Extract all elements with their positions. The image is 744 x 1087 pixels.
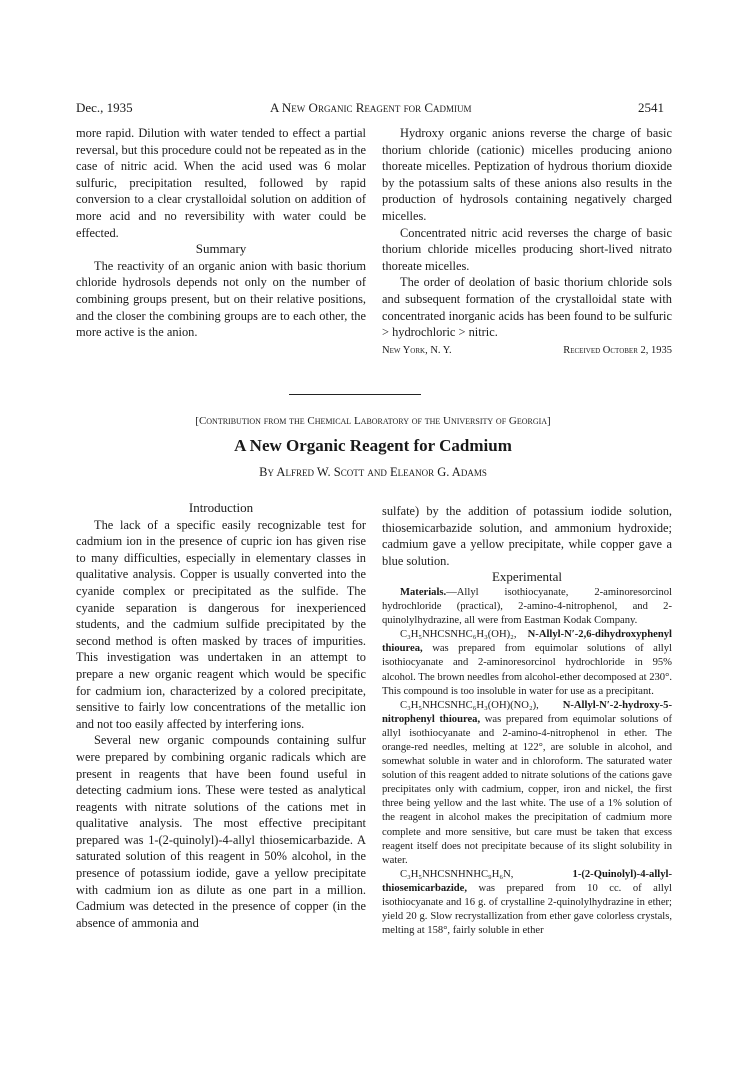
- compound-3-formula: C₃H₅NHCSNHNHC₉H₆N,: [400, 868, 514, 880]
- prev-right-paragraph-3: The order of deolation of basic thorium chloride sols and subsequent formation of the crystalloidal state with concentrated inorganic acids has been found to be sulfuric > hydrochloric > nitric.: [382, 275, 672, 340]
- materials-label: Materials.: [400, 586, 447, 598]
- summary-heading: Summary: [195, 241, 247, 257]
- compound-3-paragraph: [382, 868, 672, 938]
- prev-left-paragraph-1: more rapid. Dilution with water tended to effect a partial reversal, but this procedure could not be repeated as in the case of nitric acid. When the acid used was 6 molar sulfuric, precipitation resulted, followed by rapid conversion to a clear crystalloidal solution on addition of more acid and no reversibility with water could be effected.: [76, 126, 366, 240]
- article-byline: By Alfred W. Scott and Eleanor G. Adams: [259, 465, 487, 479]
- compound-1-paragraph: [382, 628, 672, 698]
- page-number: 2541: [638, 100, 664, 115]
- compound-1-text: was prepared from equimolar solutions of allyl isothiocyanate and 2-aminoresorcinol hydrochloride in 95% alcohol. The brown needles from alcohol-ether decomposed at 230°. This compound is too insoluble in water for use as a precipitant.: [382, 643, 672, 697]
- received-date: Received October 2, 1935: [563, 344, 672, 356]
- article-divider: [289, 394, 421, 395]
- running-title: A New Organic Reagent for Cadmium: [270, 100, 472, 115]
- experimental-heading: Experimental: [491, 569, 563, 585]
- materials-paragraph: [382, 586, 672, 628]
- prev-article-left-column: [76, 125, 366, 341]
- compound-1-formula: C₃H₅NHCSNHC₆H₃(OH)₂,: [400, 629, 517, 641]
- prev-right-paragraph-1: Hydroxy organic anions reverse the charge of basic thorium chloride (cationic) micelles producing aniono thoreate micelles. Peptization of hydrous thorium dioxide by the potassium salts of these anions also results in the production of hydrosols containing negatively charged micelles.: [382, 126, 672, 223]
- prev-right-paragraph-2: Concentrated nitric acid reverses the charge of basic thorium chloride micelles producing short-lived nitrato thoreate micelles.: [382, 225, 672, 273]
- article-right-column: [382, 503, 672, 938]
- experimental-section: [382, 586, 672, 938]
- article-title: A New Organic Reagent for Cadmium: [234, 436, 512, 455]
- header-date: Dec., 1935: [76, 100, 133, 115]
- compound-2-name: N-Allyl-N′-2-hydroxy-5-nitrophenyl thiourea,: [382, 699, 672, 725]
- compound-3-name: 1-(2-Quinolyl)-4-allyl-thiosemicarbazide,: [382, 868, 672, 894]
- contribution-line: [Contribution from the Chemical Laboratory of the University of Georgia]: [195, 415, 551, 427]
- location: New York, N. Y.: [382, 344, 452, 356]
- compound-1-name: N-Allyl-N′-2,6-dihydroxyphenyl thiourea,: [382, 629, 672, 655]
- compound-3-text: was prepared from 10 cc. of allyl isothiocyanate and 16 g. of crystalline 2-quinolylhydrazine in ether; yield 20 g. Slow recrystallization from ether gave colorless crystals, melting at 158°, fairly soluble in ether: [382, 882, 673, 937]
- materials-text: —Allyl isothiocyanate, 2-aminoresorcinol hydrochloride (practical), 2-amino-4-nitrophenol, and 2-quinolylhydrazine, all were from Eastman Kodak Company.: [382, 586, 672, 627]
- right-paragraph-1: sulfate) by the addition of potassium iodide solution, thiosemicarbazide solution, and ammonium hydroxide; cadmium gave a yellow precipitate, while copper gave a blue solution.: [382, 504, 672, 568]
- introduction-heading: Introduction: [188, 500, 254, 515]
- article-left-column: [76, 500, 366, 931]
- compound-2-paragraph: [382, 699, 672, 868]
- prev-article-right-column: [382, 125, 672, 359]
- intro-paragraph-2: Several new organic compounds containing sulfur were prepared by combining organic radicals which are present in reagents that have been found useful in detecting cadmium ions. These were tested as analytical reagents with nitrate solutions of the cations met in qualitative analysis. The most effective precipitant prepared was 1-(2-quinolyl)-4-allyl thiosemicarbazide. A saturated solution of this reagent in 50% alcohol, in the presence of potassium iodide, gave a yellow precipitate with cadmium ion as dilute as one part in a million. Cadmium was detected in the presence of copper (in the absence of ammonia and: [76, 733, 366, 930]
- intro-paragraph-1: The lack of a specific easily recognizable test for cadmium ion in the presence of cupric ion has given rise to many difficulties, especially in elementary classes in qualitative analysis. Copper is usually converted into the cyanide complex or precipitated as the sulfide. The cyanide separation is dangerous for inexperienced students, and the cadmium sulfide precipitated by the second method is often masked by traces of impurities. This investigation was undertaken in an attempt to prepare a new organic reagent which would be specific for cadmium ion, characterized by a colored precipitate, sensitive to fairly low concentrations of the metallic ion and not too easily affected by interfering ions.: [76, 517, 366, 731]
- compound-2-formula: C₃H₅NHCSNHC₆H₃(OH)(NO₂),: [400, 699, 539, 711]
- compound-2-text: was prepared from equimolar solutions of allyl isothiocyanate and 2-amino-4-nitrophenol in ether. The orange-red needles, melting at 122°, are soluble in alcohol, and somewhat soluble in water and in chloroform. The saturated water solution of this reagent added to nitrate solutions of the cations gave precipitates only with cadmium, copper, iron and nickel, the first three being yellow and the last white. The use of a 1% solution of the reagent in alcohol makes the precipitation of cadmium more complete and more sensitive, but care must be taken that excess reagent itself does not precipitate because of its slight solubility in water.: [382, 713, 672, 866]
- prev-left-paragraph-2: The reactivity of an organic anion with basic thorium chloride hydrosols depends not only on the number of combining groups present, but on their relative positions, and the closer the combining groups are to each other, the more active is the anion.: [76, 258, 366, 340]
- prev-article-footer: [382, 343, 672, 360]
